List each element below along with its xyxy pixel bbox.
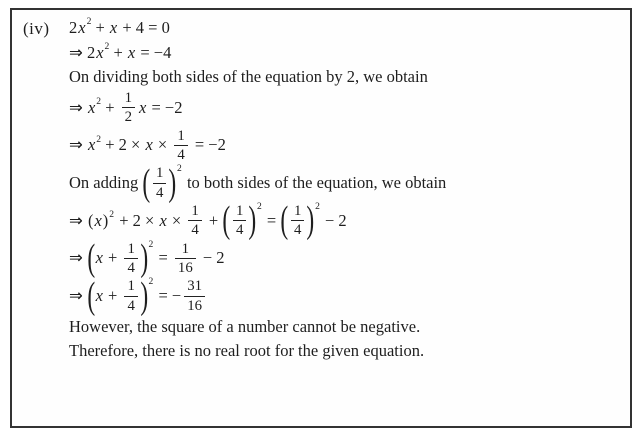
math-variable: x	[87, 97, 96, 117]
math-text: +	[101, 97, 119, 117]
math-text: ×	[153, 135, 172, 155]
math-text: +	[103, 286, 122, 306]
close-paren: )	[306, 199, 315, 242]
group-exponent: 2	[148, 238, 154, 250]
fraction-numerator: 1	[188, 203, 201, 221]
math-text: = −2	[190, 135, 226, 155]
math-variable: x	[96, 42, 104, 62]
parenthesized-group	[222, 199, 262, 242]
fraction-denominator: 16	[177, 259, 193, 276]
fraction	[174, 128, 187, 164]
group-inner	[93, 211, 102, 231]
open-paren: (	[87, 236, 96, 279]
fraction-numerator: 1	[174, 128, 187, 146]
fraction-numerator: 1	[122, 90, 135, 108]
math-text: = −	[154, 286, 182, 306]
math-text: ⇒	[69, 135, 87, 155]
fraction	[175, 241, 196, 277]
equation-rearranged: ⇒ 2 x 2 + x = −4	[69, 40, 172, 62]
math-text: ⇒	[69, 286, 87, 306]
math-variable: x	[127, 42, 136, 62]
math-variable: x	[87, 135, 96, 155]
parenthesized-group	[87, 236, 154, 279]
group-inner	[288, 203, 307, 239]
math-text: ⇒	[69, 210, 87, 230]
math-text: ×	[167, 210, 186, 230]
fraction	[188, 203, 201, 239]
fraction-denominator: 4	[294, 222, 302, 239]
math-text: =	[262, 210, 281, 230]
fraction-numerator: 1	[291, 203, 304, 221]
fraction	[233, 203, 246, 239]
open-paren: (	[280, 199, 289, 242]
equation-simplified-final	[69, 274, 624, 317]
statement-adding	[69, 161, 624, 204]
math-text: = −4	[136, 42, 172, 62]
math-variable: x	[94, 210, 102, 230]
statement-divide: On dividing both sides of the equation by 2, we obtain	[69, 67, 428, 86]
fraction-denominator: 4	[235, 222, 244, 239]
equation-original: 2 x 2 + x + 4 = 0	[69, 15, 170, 37]
statement-conclusion-square: However, the square of a number cannot be negative.	[69, 316, 421, 336]
math-text: +	[109, 42, 127, 62]
fraction	[184, 278, 205, 314]
fraction-denominator: 16	[187, 297, 203, 314]
close-paren: )	[140, 236, 149, 279]
parenthesized-group	[87, 208, 115, 231]
math-variable: x	[95, 248, 103, 268]
open-paren: (	[222, 199, 231, 242]
fraction	[122, 90, 135, 126]
fraction-denominator: 4	[127, 259, 135, 276]
fraction-denominator: 2	[124, 109, 133, 126]
group-inner	[230, 203, 249, 239]
math-variable: x	[139, 97, 147, 117]
fraction-denominator: 4	[191, 222, 199, 239]
group-inner	[95, 278, 141, 314]
math-text: +	[204, 210, 223, 230]
math-text: ⇒	[69, 97, 87, 117]
solution-content	[69, 14, 624, 364]
math-text: +	[91, 17, 109, 37]
math-text: + 4 = 0	[118, 17, 170, 37]
group-exponent: 2	[315, 200, 320, 212]
equation-rewritten: ⇒ x 2 + 2 × x × $\frac{1}{4}$ = −2	[69, 127, 226, 163]
math-text: + 2 ×	[115, 210, 159, 230]
fraction-denominator: 4	[177, 146, 185, 163]
fraction-denominator: 4	[127, 297, 135, 314]
document-frame	[10, 8, 632, 428]
close-paren: )	[248, 199, 257, 242]
fraction	[291, 203, 304, 239]
fraction-denominator: 4	[155, 184, 164, 201]
fraction	[124, 278, 137, 314]
math-text: − 2	[320, 210, 347, 230]
close-paren: )	[140, 274, 149, 317]
math-variable: x	[109, 17, 118, 37]
fraction-numerator: 1	[175, 241, 196, 259]
open-paren: (	[87, 210, 94, 230]
math-text: − 2	[198, 248, 225, 268]
fraction-numerator: 31	[184, 278, 205, 296]
equation-divided: ⇒ x 2 + $\frac{1}{2}$ x = −2	[69, 90, 183, 126]
equation-simplified-first	[69, 236, 624, 279]
math-variable: x	[95, 286, 103, 306]
open-paren: (	[87, 274, 96, 317]
fraction	[153, 165, 166, 201]
parenthesized-group	[142, 161, 182, 204]
group-inner	[150, 165, 169, 201]
parenthesized-group	[280, 199, 320, 242]
close-paren: )	[102, 210, 109, 230]
math-text: +	[103, 248, 122, 268]
equation-completed-square	[69, 199, 624, 242]
group-inner	[95, 241, 141, 277]
math-text: = −2	[147, 97, 183, 117]
fraction-numerator: 1	[124, 278, 137, 296]
math-text: =	[154, 248, 172, 268]
statement-conclusion-root: Therefore, there is no real root for the given equation.	[69, 340, 425, 360]
fraction	[124, 241, 137, 277]
fraction-numerator: 1	[233, 203, 246, 221]
open-paren: (	[142, 161, 151, 204]
math-variable: x	[78, 17, 86, 37]
group-exponent: 2	[177, 163, 182, 175]
math-text: + 2 ×	[101, 135, 145, 155]
math-variable: x	[159, 210, 167, 230]
math-text: 2	[69, 17, 78, 37]
math-text: ⇒ 2	[69, 42, 96, 62]
math-text: to both sides of the equation, we obtain	[182, 173, 447, 193]
fraction-numerator: 1	[124, 241, 137, 259]
math-text: On adding	[69, 173, 143, 193]
group-exponent: 2	[148, 276, 154, 288]
item-label: (iv)	[23, 19, 50, 38]
math-variable: x	[145, 135, 153, 155]
parenthesized-group	[87, 274, 154, 317]
group-exponent: 2	[257, 200, 262, 212]
math-text: ⇒	[69, 248, 87, 268]
close-paren: )	[168, 161, 177, 204]
fraction-numerator: 1	[153, 165, 166, 183]
group-exponent: 2	[109, 208, 115, 220]
